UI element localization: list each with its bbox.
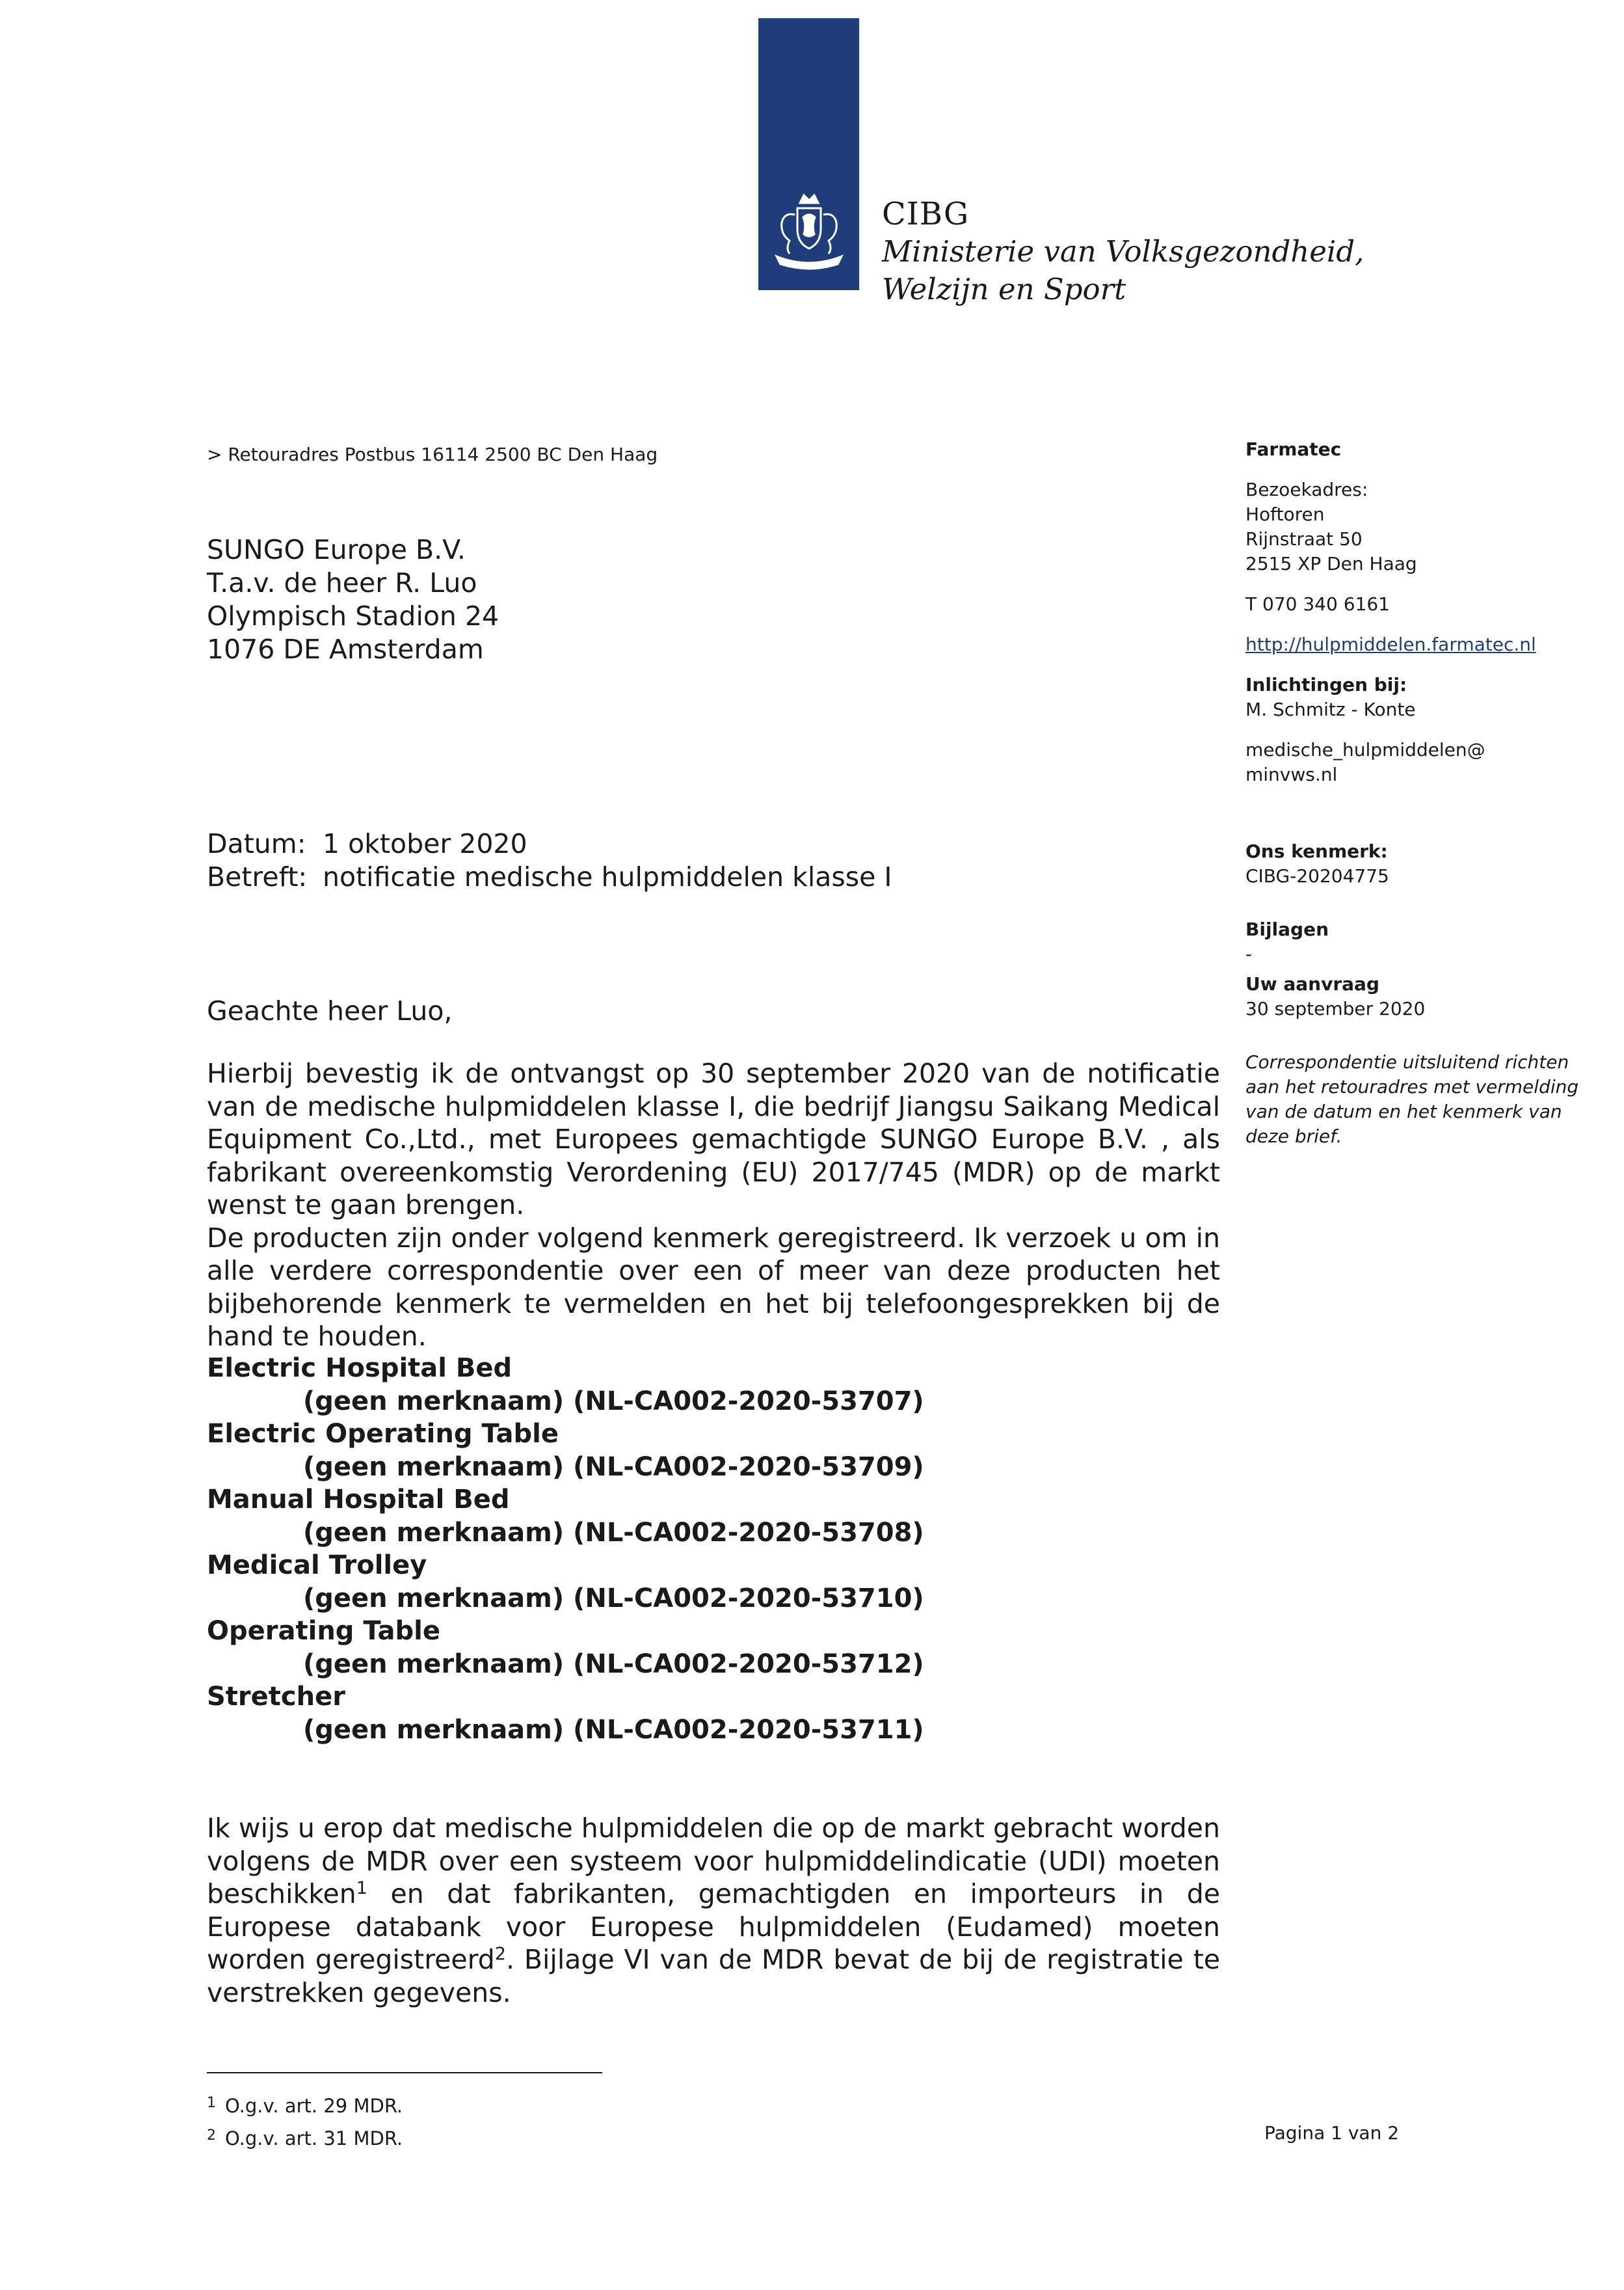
- recipient-attention: T.a.v. de heer R. Luo: [207, 567, 477, 599]
- ministry-name-line2: Welzijn en Sport: [882, 272, 1126, 306]
- request-label: Uw aanvraag: [1245, 973, 1379, 995]
- date-row: [207, 828, 892, 861]
- footnote-ref-2: 2: [494, 1944, 506, 1964]
- letter-meta: [207, 828, 892, 894]
- product-item: [207, 1418, 924, 1483]
- product-detail: (geen merknaam) (NL-CA002-2020-53708): [303, 1517, 924, 1548]
- visit-address-line1: Hoftoren: [1245, 504, 1325, 525]
- paragraph-2-segment-2: en dat fabrikanten, gemachtigden en importeurs in de Europese databank voor Europese hulpmiddelen (Eudamed) moeten worden geregistreerd: [207, 1878, 1220, 1975]
- recipient-company: SUNGO Europe B.V.: [207, 534, 466, 565]
- attachments-value: -: [1245, 943, 1253, 965]
- recipient-postcode-city: 1076 DE Amsterdam: [207, 634, 484, 665]
- page-number: Pagina 1 van 2: [1264, 2122, 1400, 2144]
- footnote-1: [207, 2088, 403, 2121]
- product-item: [207, 1615, 924, 1680]
- date-value: 1 oktober 2020: [323, 828, 527, 859]
- org-short-name: CIBG: [882, 196, 970, 232]
- phone-number: T 070 340 6161: [1245, 593, 1390, 615]
- product-name: Medical Trolley: [207, 1550, 427, 1580]
- recipient-street: Olympisch Stadion 24: [207, 600, 499, 632]
- footnote-text: O.g.v. art. 31 MDR.: [225, 2127, 403, 2149]
- reference-label: Ons kenmerk:: [1245, 841, 1388, 862]
- visit-address-line2: Rijnstraat 50: [1245, 528, 1363, 550]
- attachments-label: Bijlagen: [1245, 919, 1329, 940]
- paragraph-2-segment-1: Ik wijs u erop dat medische hulpmiddelen die op de markt gebracht worden volgens de MDR over een systeem voor hulpmiddelindicatie (UDI) moeten beschikken: [207, 1812, 1220, 1909]
- product-item: [207, 1483, 924, 1549]
- product-detail: (geen merknaam) (NL-CA002-2020-53710): [303, 1583, 924, 1613]
- info-label: Inlichtingen bij:: [1245, 674, 1407, 695]
- footnote-number: 2: [207, 2127, 216, 2144]
- body-paragraph-2: [207, 1812, 1220, 2009]
- product-detail: (geen merknaam) (NL-CA002-2020-53709): [303, 1451, 924, 1482]
- product-name: Stretcher: [207, 1682, 345, 1712]
- request-value: 30 september 2020: [1245, 998, 1426, 1019]
- visit-address-line3: 2515 XP Den Haag: [1245, 553, 1417, 574]
- product-name: Electric Hospital Bed: [207, 1353, 512, 1383]
- footnote-divider: [207, 2072, 602, 2073]
- subject-value: notificatie medische hulpmiddelen klasse I: [323, 861, 892, 893]
- product-detail: (geen merknaam) (NL-CA002-2020-53707): [303, 1386, 924, 1416]
- product-detail: (geen merknaam) (NL-CA002-2020-53712): [303, 1649, 924, 1679]
- product-name: Operating Table: [207, 1616, 440, 1646]
- product-item: [207, 1680, 924, 1746]
- email-line1: medische_hulpmiddelen@: [1245, 739, 1485, 761]
- sidebar: [1245, 437, 1584, 1149]
- subject-label: Betreft:: [207, 861, 308, 893]
- product-item: [207, 1549, 924, 1615]
- paragraph-2-segment-3: . Bijlage VI van de MDR bevat de bij de registratie te verstrekken gegevens.: [207, 1944, 1220, 2008]
- footnote-ref-1: 1: [356, 1878, 367, 1898]
- footnote-text: O.g.v. art. 29 MDR.: [225, 2095, 403, 2117]
- product-name: Electric Operating Table: [207, 1419, 559, 1449]
- visit-address-label: Bezoekadres:: [1245, 479, 1368, 500]
- reference-value: CIBG-20204775: [1245, 865, 1389, 887]
- correspondence-note: Correspondentie uitsluitend richten aan het retouradres met vermelding van de datum en het kenmerk van deze brief.: [1245, 1051, 1579, 1147]
- recipient-address: [207, 533, 499, 666]
- logo-text: [882, 195, 1364, 308]
- paragraph-1-part-1: Hierbij bevestig ik de ontvangst op 30 september 2020 van de notificatie van de medische hulpmiddelen klasse I, die bedrijf Jiangsu Saikang Medical Equipment Co.,Ltd., met Europees gemachtigde SUNGO Europe B.V. , als fabrikant overeenkomstig Verordening (EU) 2017/745 (MDR) op de markt wenst te gaan brengen.: [207, 1058, 1220, 1220]
- product-name: Manual Hospital Bed: [207, 1485, 510, 1515]
- footnote-number: 1: [207, 2095, 216, 2111]
- subject-row: [207, 861, 892, 894]
- info-contact-name: M. Schmitz - Konte: [1245, 699, 1416, 720]
- footnotes: [207, 2088, 403, 2153]
- product-list: [207, 1352, 924, 1746]
- body-paragraph-1: [207, 1057, 1220, 1353]
- coat-of-arms-icon: [773, 189, 845, 273]
- date-label: Datum:: [207, 828, 306, 859]
- footnote-2: [207, 2121, 403, 2153]
- product-detail: (geen merknaam) (NL-CA002-2020-53711): [303, 1714, 924, 1745]
- logo-bar: [758, 18, 859, 290]
- email-line2: minvws.nl: [1245, 764, 1338, 785]
- ministry-name-line1: Ministerie van Volksgezondheid,: [882, 234, 1364, 269]
- sidebar-department: Farmatec: [1245, 438, 1342, 460]
- paragraph-1-part-2: De producten zijn onder volgend kenmerk geregistreerd. Ik verzoek u om in alle verdere correspondentie over een of meer van deze producten het bijbehorende kenmerk te vermelden en het bij telefoongesprekken bij de hand te houden.: [207, 1222, 1220, 1352]
- return-address: > Retouradres Postbus 16114 2500 BC Den Haag: [207, 444, 658, 465]
- salutation: Geachte heer Luo,: [207, 995, 453, 1027]
- website-link[interactable]: http://hulpmiddelen.farmatec.nl: [1245, 634, 1536, 655]
- product-item: [207, 1352, 924, 1418]
